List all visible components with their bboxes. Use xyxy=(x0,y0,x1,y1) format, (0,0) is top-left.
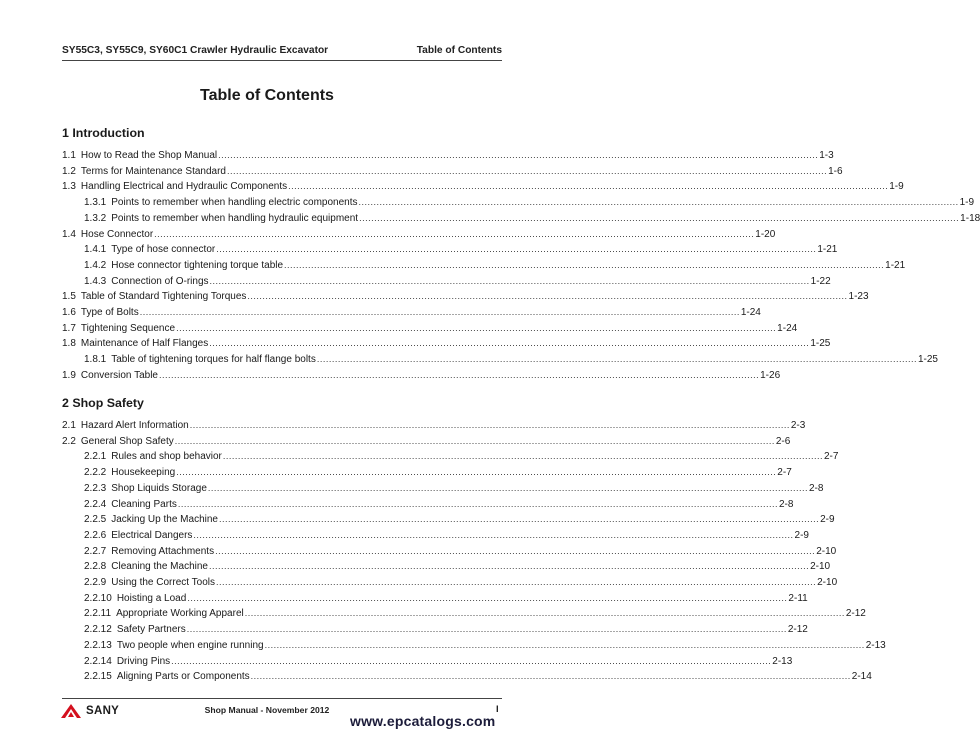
toc-entry[interactable] xyxy=(84,258,906,272)
toc-entry-page: 2-8 xyxy=(778,498,794,510)
toc-entry-title: Hazard Alert Information xyxy=(80,420,189,431)
toc-dot-leader: ........................................................................................................................................................................................................ xyxy=(359,212,960,223)
toc-entry-title: Connection of O-rings xyxy=(111,275,209,287)
toc-dot-leader: ........................................................................................................................................................................................................ xyxy=(159,369,760,380)
toc-dot-leader: ........................................................................................................................................................................................................ xyxy=(186,624,787,635)
toc-dot-leader: ........................................................................................................................................................................................................ xyxy=(209,338,810,349)
toc-entry-number: 1.8 xyxy=(62,338,76,350)
toc-entry[interactable] xyxy=(84,242,838,256)
toc-entry-number: 2.2.5 xyxy=(84,514,107,526)
toc-entry-number: 2.2.14 xyxy=(84,655,112,667)
toc-entry-title: Tightening Sequence xyxy=(80,322,176,334)
toc-entry-title: Safety Partners xyxy=(116,624,186,636)
toc-entry[interactable] xyxy=(84,575,838,589)
toc-entry-number: 1.3 xyxy=(62,181,76,193)
toc-entry-page: 1-24 xyxy=(740,307,761,318)
section-heading: 1 Introduction xyxy=(62,126,145,140)
toc-entry-number: 2.2.4 xyxy=(84,498,107,510)
toc-dot-leader: ........................................................................................................................................................................................................ xyxy=(177,498,778,509)
page-number: I xyxy=(496,704,499,715)
toc-entry-page: 2-10 xyxy=(816,545,837,557)
toc-entry-title: Jacking Up the Machine xyxy=(111,514,218,526)
toc-entry-number: 1.4.2 xyxy=(84,259,107,271)
toc-entry-page: 1-23 xyxy=(848,291,869,303)
toc-entry-title: Table of Standard Tightening Torques xyxy=(80,291,247,303)
toc-entry-title: Table of tightening torques for half flange bolts xyxy=(111,354,316,366)
toc-entry[interactable] xyxy=(84,544,837,558)
toc-entry-page: 2-10 xyxy=(817,577,838,588)
toc-entry-page: 2-3 xyxy=(790,420,806,431)
toc-entry-title: Driving Pins xyxy=(116,655,171,667)
toc-entry-page: 1-3 xyxy=(819,150,834,161)
toc-entry-number: 2.2.2 xyxy=(84,467,107,479)
toc-entry-title: Hose Connector xyxy=(80,228,154,240)
toc-entry[interactable] xyxy=(62,289,869,303)
toc-entry-title: Appropriate Working Apparel xyxy=(116,608,244,620)
toc-entry[interactable] xyxy=(84,512,835,526)
toc-entry[interactable] xyxy=(62,164,843,178)
toc-dot-leader: ........................................................................................................................................................................................................ xyxy=(250,671,851,682)
toc-dot-leader: ........................................................................................................................................................................................................ xyxy=(316,354,917,365)
brand-name: SANY xyxy=(86,705,120,717)
header-divider xyxy=(62,60,502,61)
toc-entry-number: 2.2.8 xyxy=(84,561,107,573)
toc-entry-number: 1.7 xyxy=(62,322,76,334)
toc-dot-leader: ........................................................................................................................................................................................................ xyxy=(216,577,817,587)
toc-entry-page: 1-9 xyxy=(959,197,975,209)
toc-dot-leader: ........................................................................................................................................................................................................ xyxy=(215,545,816,556)
toc-entry[interactable] xyxy=(84,449,839,463)
toc-entry-page: 2-13 xyxy=(772,655,793,667)
toc-entry-page: 1-18 xyxy=(960,212,980,224)
toc-entry-title: Using the Correct Tools xyxy=(111,577,215,588)
toc-entry-page: 2-6 xyxy=(775,435,791,447)
toc-entry-number: 1.3.2 xyxy=(84,212,107,224)
toc-entry-number: 2.2.11 xyxy=(84,608,112,620)
toc-dot-leader: ........................................................................................................................................................................................................ xyxy=(244,608,845,619)
toc-entry[interactable] xyxy=(84,654,793,668)
toc-entry-page: 1-25 xyxy=(810,338,831,350)
toc-entry-page: 1-26 xyxy=(760,369,781,381)
toc-entry-title: Cleaning Parts xyxy=(111,498,177,510)
watermark-url: www.epcatalogs.com xyxy=(350,713,496,729)
toc-entry-page: 1-25 xyxy=(917,354,938,366)
toc-entry-title: How to Read the Shop Manual xyxy=(80,150,218,161)
header-section-name: Table of Contents xyxy=(416,45,502,56)
toc-entry-page: 1-21 xyxy=(885,259,906,271)
toc-entry[interactable] xyxy=(84,481,824,495)
toc-entry-page: 1-20 xyxy=(755,228,776,240)
toc-dot-leader: ........................................................................................................................................................................................................ xyxy=(284,259,885,270)
toc-entry[interactable] xyxy=(84,622,808,636)
toc-entry-number: 1.2 xyxy=(62,165,76,177)
toc-dot-leader: ........................................................................................................................................................................................................ xyxy=(264,639,865,650)
toc-entry[interactable] xyxy=(62,368,781,382)
toc-entry-title: Hoisting a Load xyxy=(116,592,187,604)
toc-entry[interactable] xyxy=(84,591,808,605)
toc-entry-number: 1.5 xyxy=(62,291,76,303)
toc-entry-number: 2.2.6 xyxy=(84,529,107,541)
toc-entry-page: 1-6 xyxy=(828,165,843,177)
toc-entry-number: 1.4 xyxy=(62,228,76,240)
toc-entry-number: 2.2.1 xyxy=(84,451,107,463)
toc-entry-title: Aligning Parts or Components xyxy=(116,671,250,683)
toc-entry-title: Housekeeping xyxy=(111,467,176,479)
toc-dot-leader: ........................................................................................................................................................................................................ xyxy=(176,322,777,333)
toc-entry[interactable] xyxy=(62,418,806,432)
toc-entry-title: Maintenance of Half Flanges xyxy=(80,338,209,350)
toc-entry[interactable] xyxy=(84,638,886,652)
footer-divider xyxy=(62,698,502,699)
toc-entry-page: 2-13 xyxy=(865,639,886,651)
toc-dot-leader: ........................................................................................................................................................................................................ xyxy=(226,165,828,176)
toc-entry-number: 1.8.1 xyxy=(84,354,107,366)
toc-entry-page: 1-21 xyxy=(817,244,838,256)
toc-dot-leader: ........................................................................................................................................................................................................ xyxy=(193,529,794,540)
toc-dot-leader: ........................................................................................................................................................................................................ xyxy=(209,275,810,286)
toc-entry-title: Rules and shop behavior xyxy=(111,451,222,463)
toc-entry-page: 2-12 xyxy=(845,608,866,620)
toc-entry-page: 2-12 xyxy=(787,624,808,636)
toc-entry[interactable] xyxy=(62,321,798,335)
toc-entry-page: 2-7 xyxy=(824,451,839,463)
toc-entry-title: Removing Attachments xyxy=(111,545,215,557)
toc-entry-number: 1.9 xyxy=(62,369,76,381)
toc-dot-leader: ........................................................................................................................................................................................................ xyxy=(288,181,889,192)
toc-entry[interactable] xyxy=(62,305,761,319)
toc-entry-number: 2.2.13 xyxy=(84,639,112,651)
toc-entry-number: 1.3.1 xyxy=(84,197,107,209)
toc-dot-leader: ........................................................................................................................................................................................................ xyxy=(174,435,775,446)
toc-dot-leader: ........................................................................................................................................................................................................ xyxy=(208,561,810,572)
toc-dot-leader: ........................................................................................................................................................................................................ xyxy=(154,228,755,239)
toc-entry[interactable] xyxy=(84,528,809,542)
toc-entry-number: 2.2.3 xyxy=(84,482,107,494)
toc-entry[interactable] xyxy=(62,434,791,448)
toc-entry[interactable] xyxy=(62,179,904,193)
toc-entry[interactable] xyxy=(84,274,831,288)
toc-entry-number: 2.2.9 xyxy=(84,577,107,588)
toc-dot-leader: ........................................................................................................................................................................................................ xyxy=(247,291,848,302)
toc-dot-leader: ........................................................................................................................................................................................................ xyxy=(139,307,740,317)
toc-entry-title: Points to remember when handling electric components xyxy=(111,197,358,209)
toc-entry-title: Hose connector tightening torque table xyxy=(111,259,284,271)
toc-entry-number: 2.2.15 xyxy=(84,671,112,683)
toc-entry-page: 1-24 xyxy=(777,322,798,334)
section-heading: 2 Shop Safety xyxy=(62,396,144,410)
toc-entry-number: 2.2.7 xyxy=(84,545,107,557)
toc-entry-title: Points to remember when handling hydraulic equipment xyxy=(111,212,359,224)
toc-entry[interactable] xyxy=(84,352,938,366)
toc-entry-title: Type of hose connector xyxy=(111,244,216,256)
toc-entry-number: 1.1 xyxy=(62,150,76,161)
toc-dot-leader: ........................................................................................................................................................................................................ xyxy=(187,592,788,603)
toc-entry[interactable] xyxy=(62,336,831,350)
toc-dot-leader: ........................................................................................................................................................................................................ xyxy=(358,197,959,208)
toc-entry[interactable] xyxy=(84,606,866,620)
toc-entry-number: 2.1 xyxy=(62,420,76,431)
toc-entry[interactable] xyxy=(84,559,831,573)
toc-entry[interactable] xyxy=(84,211,980,225)
toc-entry-number: 2.2.10 xyxy=(84,592,112,604)
toc-dot-leader: ........................................................................................................................................................................................................ xyxy=(216,244,817,255)
toc-dot-leader: ........................................................................................................................................................................................................ xyxy=(176,467,777,478)
header-document-name: SY55C3, SY55C9, SY60C1 Crawler Hydraulic Excavator xyxy=(62,45,329,56)
toc-entry-number: 1.4.3 xyxy=(84,275,107,287)
toc-entry-title: Electrical Dangers xyxy=(111,529,193,541)
page-header xyxy=(62,45,502,61)
toc-dot-leader: ........................................................................................................................................................................................................ xyxy=(218,150,819,160)
toc-dot-leader: ........................................................................................................................................................................................................ xyxy=(207,482,808,493)
toc-entry-page: 1-9 xyxy=(889,181,904,193)
toc-entry[interactable] xyxy=(84,465,792,479)
toc-dot-leader: ........................................................................................................................................................................................................ xyxy=(189,420,790,430)
toc-entry-title: Type of Bolts xyxy=(80,307,139,318)
toc-entry[interactable] xyxy=(84,195,975,209)
toc-entry-title: Conversion Table xyxy=(80,369,158,381)
toc-entry-page: 2-7 xyxy=(777,467,792,479)
toc-entry-page: 2-9 xyxy=(794,529,809,541)
toc-dot-leader: ........................................................................................................................................................................................................ xyxy=(222,451,823,462)
toc-entry-page: 2-11 xyxy=(788,592,808,604)
toc-entry-page: 1-22 xyxy=(810,275,831,287)
toc-entry-number: 2.2.12 xyxy=(84,624,112,636)
footer-manual-date: Shop Manual - November 2012 xyxy=(204,705,330,715)
toc-entry-number: 1.6 xyxy=(62,307,76,318)
toc-dot-leader: ........................................................................................................................................................................................................ xyxy=(171,655,772,666)
toc-entry[interactable] xyxy=(62,227,776,241)
page-title: Table of Contents xyxy=(200,87,334,104)
toc-entry-page: 2-14 xyxy=(851,671,872,683)
toc-entry-title: Terms for Maintenance Standard xyxy=(80,165,226,177)
toc-entry[interactable] xyxy=(62,148,834,162)
toc-entry-title: Two people when engine running xyxy=(116,639,264,651)
toc-entry-number: 1.4.1 xyxy=(84,244,107,256)
toc-entry-page: 2-10 xyxy=(810,561,831,573)
toc-entry-title: Handling Electrical and Hydraulic Components xyxy=(80,181,288,193)
toc-entry-title: Shop Liquids Storage xyxy=(111,482,207,494)
toc-entry-title: General Shop Safety xyxy=(80,435,174,447)
toc-entry-page: 2-9 xyxy=(820,514,835,526)
toc-entry-number: 2.2 xyxy=(62,435,76,447)
toc-entry[interactable] xyxy=(84,497,794,511)
toc-dot-leader: ........................................................................................................................................................................................................ xyxy=(218,514,820,525)
toc-entry-page: 2-8 xyxy=(808,482,824,494)
toc-entry[interactable] xyxy=(84,669,872,683)
toc-entry-title: Cleaning the Machine xyxy=(111,561,208,573)
